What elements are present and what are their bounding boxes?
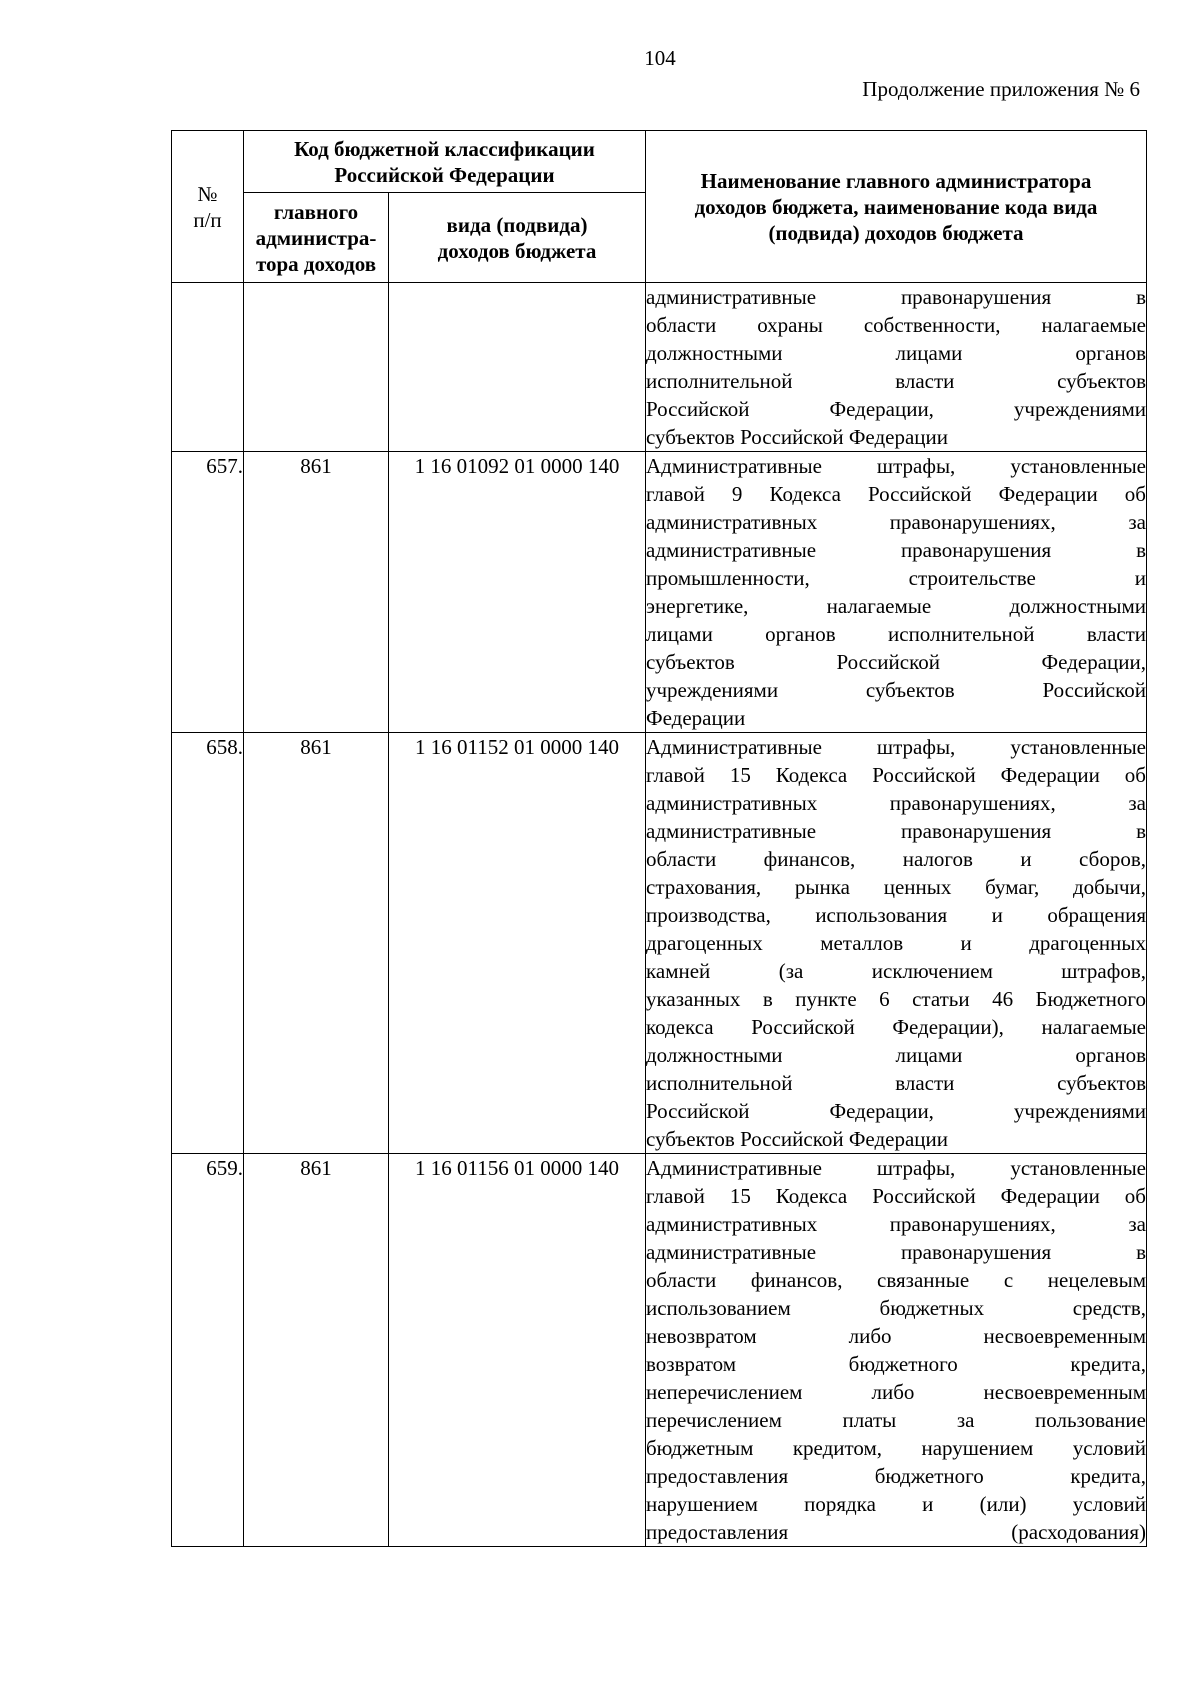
description-line: перечислением платы за пользование — [646, 1408, 1146, 1432]
row-administrator-code: 861 — [244, 1154, 389, 1547]
description-line: административных правонарушениях, за — [646, 791, 1146, 815]
description-line: области охраны собственности, налагаемые — [646, 313, 1146, 337]
description-line: предоставления бюджетного кредита, — [646, 1464, 1146, 1488]
description-line: промышленности, строительстве и — [646, 566, 1146, 590]
description-line: административных правонарушениях, за — [646, 1212, 1146, 1236]
description-line: области финансов, связанные с нецелевым — [646, 1268, 1146, 1292]
description-line: административные правонарушения в — [646, 285, 1146, 309]
description-line: невозвратом либо несвоевременным — [646, 1324, 1146, 1348]
row-income-code — [389, 283, 646, 452]
description-line: возвратом бюджетного кредита, — [646, 1352, 1146, 1376]
appendix-continuation-label: Продолжение приложения № 6 — [862, 77, 1140, 101]
description-line: драгоценных металлов и драгоценных — [646, 931, 1146, 955]
description-line: субъектов Российской Федерации — [646, 425, 949, 449]
description-line: нарушением порядка и (или) условий — [646, 1492, 1146, 1516]
description-line: кодекса Российской Федерации), налагаемые — [646, 1015, 1146, 1039]
row-number — [172, 283, 244, 452]
description-line: лицами органов исполнительной власти — [646, 622, 1146, 646]
description-line: административные правонарушения в — [646, 819, 1146, 843]
description-line: неперечислением либо несвоевременным — [646, 1380, 1146, 1404]
column-header-main-administrator: главного администра-тора доходов — [244, 193, 389, 283]
description-line: исполнительной власти субъектов — [646, 1071, 1146, 1095]
description-line: учреждениями субъектов Российской — [646, 678, 1146, 702]
budget-classification-table — [171, 130, 1147, 1547]
description-line: субъектов Российской Федерации — [646, 1127, 949, 1151]
row-description — [646, 283, 1147, 452]
description-line: главой 9 Кодекса Российской Федерации об — [646, 482, 1146, 506]
row-number: 658. — [172, 733, 244, 1154]
row-description — [646, 733, 1147, 1154]
page-number: 104 — [644, 46, 676, 70]
description-line: главой 15 Кодекса Российской Федерации об — [646, 763, 1146, 787]
description-line: производства, использования и обращения — [646, 903, 1146, 927]
table-row — [172, 1154, 1147, 1547]
row-administrator-code: 861 — [244, 452, 389, 733]
description-line: субъектов Российской Федерации, — [646, 650, 1146, 674]
row-administrator-code — [244, 283, 389, 452]
table-row — [172, 452, 1147, 733]
description-line: энергетике, налагаемые должностными — [646, 594, 1146, 618]
description-line: области финансов, налогов и сборов, — [646, 847, 1146, 871]
description-line: административные правонарушения в — [646, 538, 1146, 562]
description-line: камней (за исключением штрафов, — [646, 959, 1146, 983]
description-line: должностными лицами органов — [646, 1043, 1146, 1067]
description-line: главой 15 Кодекса Российской Федерации об — [646, 1184, 1146, 1208]
row-number: 659. — [172, 1154, 244, 1547]
row-administrator-code: 861 — [244, 733, 389, 1154]
description-line: Российской Федерации, учреждениями — [646, 1099, 1146, 1123]
description-line: страхования, рынка ценных бумаг, добычи, — [646, 875, 1146, 899]
column-group-header-budget-code: Код бюджетной классификации Российской Федерации — [244, 131, 646, 193]
row-income-code: 1 16 01152 01 0000 140 — [389, 733, 646, 1154]
table-body — [172, 283, 1147, 1547]
column-header-administrator-name: Наименование главного администратора доходов бюджета, наименование кода вида (подвида) доходов бюджета — [646, 131, 1147, 283]
row-description — [646, 452, 1147, 733]
row-number: 657. — [172, 452, 244, 733]
column-header-number: № п/п — [172, 131, 244, 283]
column-header-income-type: вида (подвида) доходов бюджета — [389, 193, 646, 283]
table-row — [172, 283, 1147, 452]
description-line: административных правонарушениях, за — [646, 510, 1146, 534]
table-row — [172, 733, 1147, 1154]
description-line: Российской Федерации, учреждениями — [646, 397, 1146, 421]
row-income-code: 1 16 01156 01 0000 140 — [389, 1154, 646, 1547]
description-line: Федерации — [646, 706, 746, 730]
description-line: должностными лицами органов — [646, 341, 1146, 365]
row-description — [646, 1154, 1147, 1547]
description-line: Административные штрафы, установленные — [646, 735, 1146, 759]
description-line: исполнительной власти субъектов — [646, 369, 1146, 393]
description-line: предоставления (расходования) — [646, 1520, 1146, 1544]
description-line: указанных в пункте 6 статьи 46 Бюджетного — [646, 987, 1146, 1011]
row-income-code: 1 16 01092 01 0000 140 — [389, 452, 646, 733]
description-line: Административные штрафы, установленные — [646, 1156, 1146, 1180]
description-line: использованием бюджетных средств, — [646, 1296, 1146, 1320]
description-line: административные правонарушения в — [646, 1240, 1146, 1264]
description-line: бюджетным кредитом, нарушением условий — [646, 1436, 1146, 1460]
description-line: Административные штрафы, установленные — [646, 454, 1146, 478]
